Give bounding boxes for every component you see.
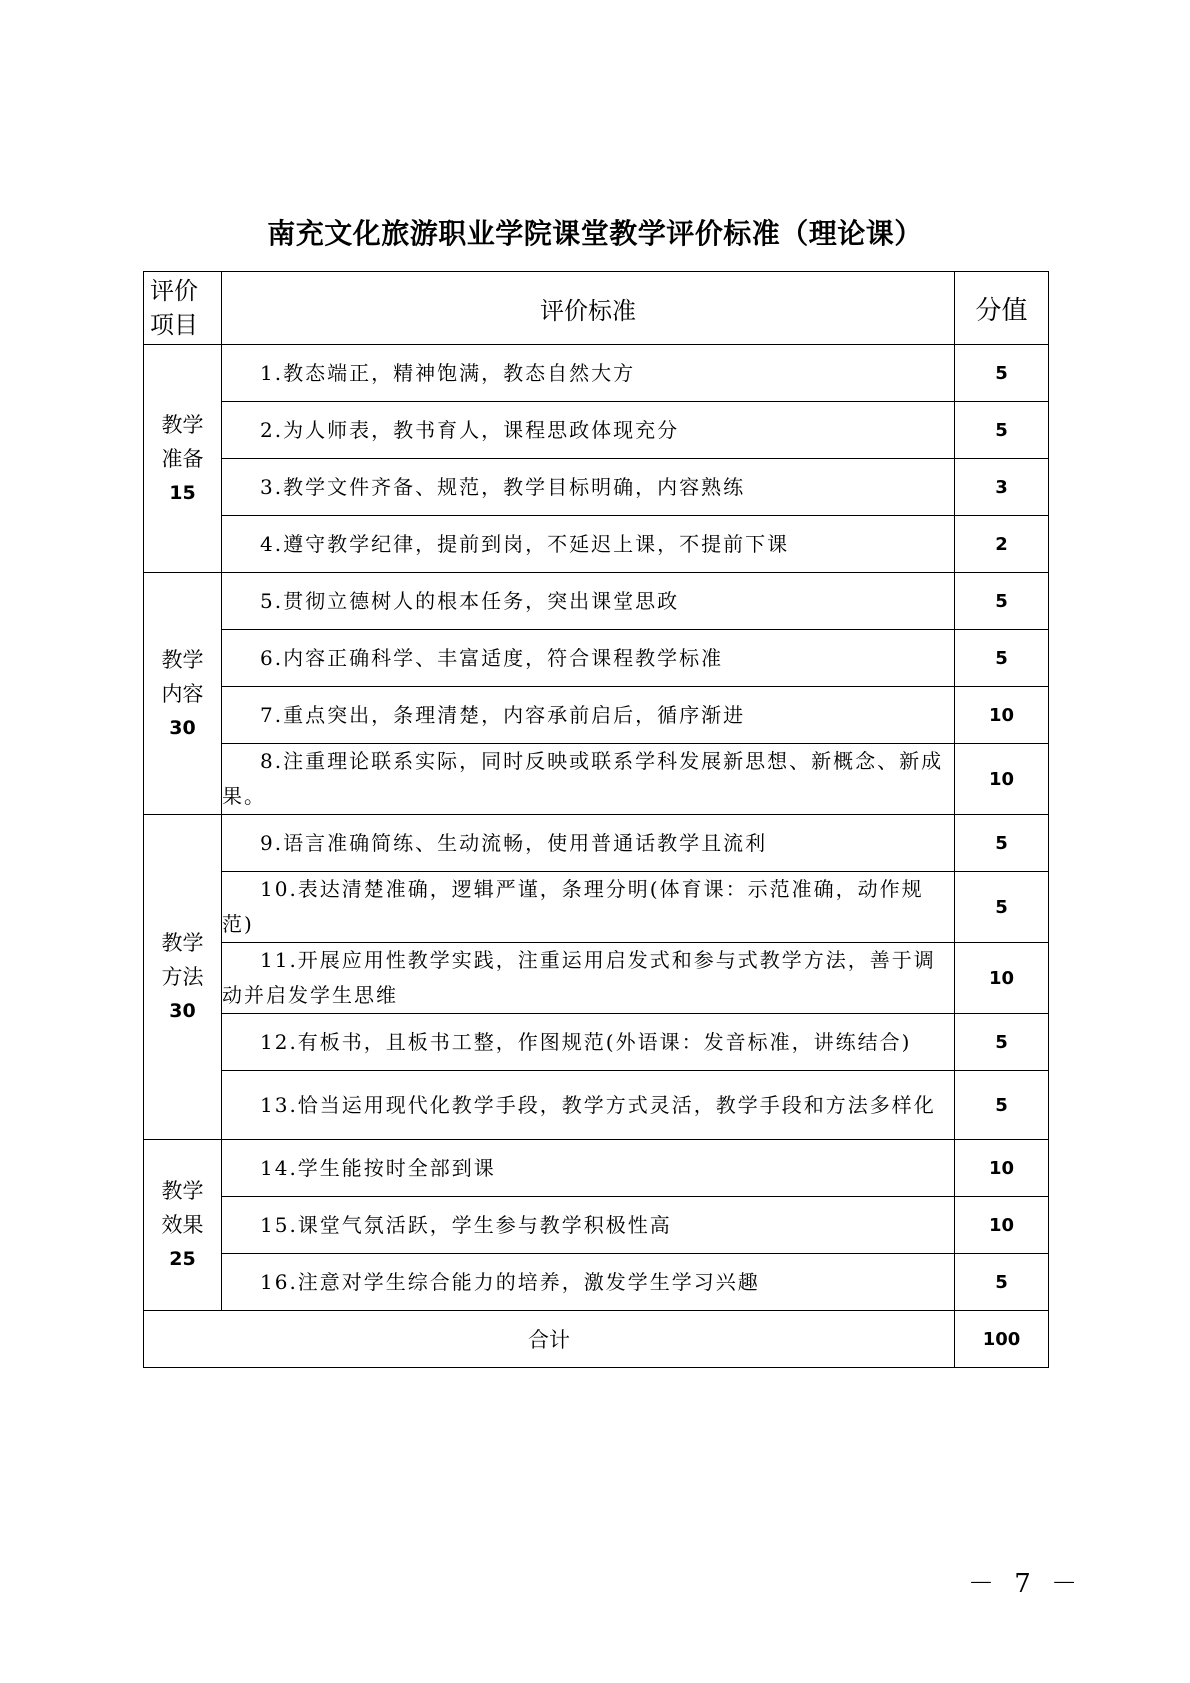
document-title: 南充文化旅游职业学院课堂教学评价标准（理论课） xyxy=(267,217,923,250)
score-cell: 10 xyxy=(955,943,1049,1014)
table-row xyxy=(144,345,1049,402)
criterion-text: 6.内容正确科学、丰富适度，符合课程教学标准 xyxy=(260,645,724,670)
criterion-cell xyxy=(222,744,955,815)
category-points: 30 xyxy=(169,1000,196,1022)
score-cell: 10 xyxy=(955,744,1049,815)
header-score: 分值 xyxy=(955,272,1049,345)
table-row xyxy=(144,872,1049,943)
criterion-text: 12.有板书，且板书工整，作图规范(外语课：发音标准，讲练结合) xyxy=(260,1029,912,1054)
criterion-text: 13.恰当运用现代化教学手段，教学方式灵活，教学手段和方法多样化 xyxy=(260,1092,936,1117)
score-cell: 5 xyxy=(955,573,1049,630)
total-label: 合计 xyxy=(144,1311,955,1368)
criterion-cell xyxy=(222,687,955,744)
total-score: 100 xyxy=(955,1311,1049,1368)
category-points: 15 xyxy=(169,481,196,504)
criterion-text: 1.教态端正，精神饱满，教态自然大方 xyxy=(260,360,636,385)
criterion-cell xyxy=(222,872,955,943)
category-name-line1: 教学 xyxy=(161,647,204,672)
category-name-line2: 效果 xyxy=(161,1213,204,1237)
criterion-text: 7.重点突出，条理清楚，内容承前启后，循序渐进 xyxy=(260,702,746,727)
table-row xyxy=(144,943,1049,1014)
criterion-cell xyxy=(222,1197,955,1254)
score-cell: 5 xyxy=(955,630,1049,687)
category-name-line1: 教学 xyxy=(161,412,204,437)
category-name-line1: 教学 xyxy=(161,931,204,955)
category-cell xyxy=(144,345,222,573)
score-cell: 5 xyxy=(955,402,1049,459)
score-cell: 5 xyxy=(955,1254,1049,1311)
criterion-text: 8.注重理论联系实际，同时反映或联系学科发展新思想、新概念、新成果。 xyxy=(222,749,944,808)
category-cell xyxy=(144,815,222,1140)
table-row xyxy=(144,1197,1049,1254)
criterion-cell xyxy=(222,1254,955,1311)
criterion-cell xyxy=(222,630,955,687)
table-row xyxy=(144,402,1049,459)
score-cell: 5 xyxy=(955,1071,1049,1140)
table-row xyxy=(144,630,1049,687)
category-cell xyxy=(144,1140,222,1311)
criterion-text: 10.表达清楚准确，逻辑严谨，条理分明(体育课：示范准确，动作规范) xyxy=(222,877,924,936)
table-row xyxy=(144,516,1049,573)
criterion-text: 9.语言准确简练、生动流畅，使用普通话教学且流利 xyxy=(260,830,768,855)
evaluation-table xyxy=(143,271,1049,1368)
table-row xyxy=(144,459,1049,516)
criterion-cell xyxy=(222,402,955,459)
header-category-line2: 项目 xyxy=(150,311,198,339)
category-points: 25 xyxy=(169,1248,196,1270)
criterion-cell xyxy=(222,1140,955,1197)
table-row xyxy=(144,1254,1049,1311)
table-row xyxy=(144,744,1049,815)
category-name-line2: 准备 xyxy=(161,446,204,471)
score-cell: 5 xyxy=(955,1014,1049,1071)
category-name-line2: 内容 xyxy=(161,681,204,706)
score-cell: 5 xyxy=(955,345,1049,402)
criterion-cell xyxy=(222,1014,955,1071)
table-row xyxy=(144,815,1049,872)
total-row xyxy=(144,1311,1049,1368)
criterion-text: 11.开展应用性教学实践，注重运用启发式和参与式教学方法，善于调动并启发学生思维 xyxy=(222,948,936,1007)
table-row xyxy=(144,1140,1049,1197)
criterion-cell xyxy=(222,573,955,630)
criterion-cell xyxy=(222,943,955,1014)
criterion-text: 4.遵守教学纪律，提前到岗，不延迟上课，不提前下课 xyxy=(260,531,790,556)
header-category-line1: 评价 xyxy=(150,277,198,305)
criterion-text: 5.贯彻立德树人的根本任务，突出课堂思政 xyxy=(260,588,680,613)
criterion-cell xyxy=(222,516,955,573)
category-cell xyxy=(144,573,222,815)
score-cell: 10 xyxy=(955,1140,1049,1197)
criterion-cell xyxy=(222,459,955,516)
score-cell: 5 xyxy=(955,815,1049,872)
page-number: － 7 － xyxy=(968,1569,1084,1599)
criterion-cell xyxy=(222,1071,955,1140)
category-name-line1: 教学 xyxy=(161,1179,204,1203)
criterion-cell xyxy=(222,345,955,402)
header-category xyxy=(144,272,222,345)
criterion-cell xyxy=(222,815,955,872)
score-cell: 10 xyxy=(955,1197,1049,1254)
table-row xyxy=(144,1071,1049,1140)
category-name-line2: 方法 xyxy=(161,965,204,989)
table-row xyxy=(144,573,1049,630)
header-row xyxy=(144,272,1049,345)
table-row xyxy=(144,1014,1049,1071)
criterion-text: 15.课堂气氛活跃，学生参与教学积极性高 xyxy=(260,1212,672,1237)
criterion-text: 14.学生能按时全部到课 xyxy=(260,1155,496,1180)
criterion-text: 16.注意对学生综合能力的培养，激发学生学习兴趣 xyxy=(260,1269,760,1294)
criterion-text: 3.教学文件齐备、规范，教学目标明确，内容熟练 xyxy=(260,474,746,499)
score-cell: 2 xyxy=(955,516,1049,573)
criterion-text: 2.为人师表，教书育人，课程思政体现充分 xyxy=(260,417,680,442)
table-row xyxy=(144,687,1049,744)
header-criteria: 评价标准 xyxy=(222,272,955,345)
category-points: 30 xyxy=(169,716,196,739)
score-cell: 10 xyxy=(955,687,1049,744)
score-cell: 3 xyxy=(955,459,1049,516)
score-cell: 5 xyxy=(955,872,1049,943)
